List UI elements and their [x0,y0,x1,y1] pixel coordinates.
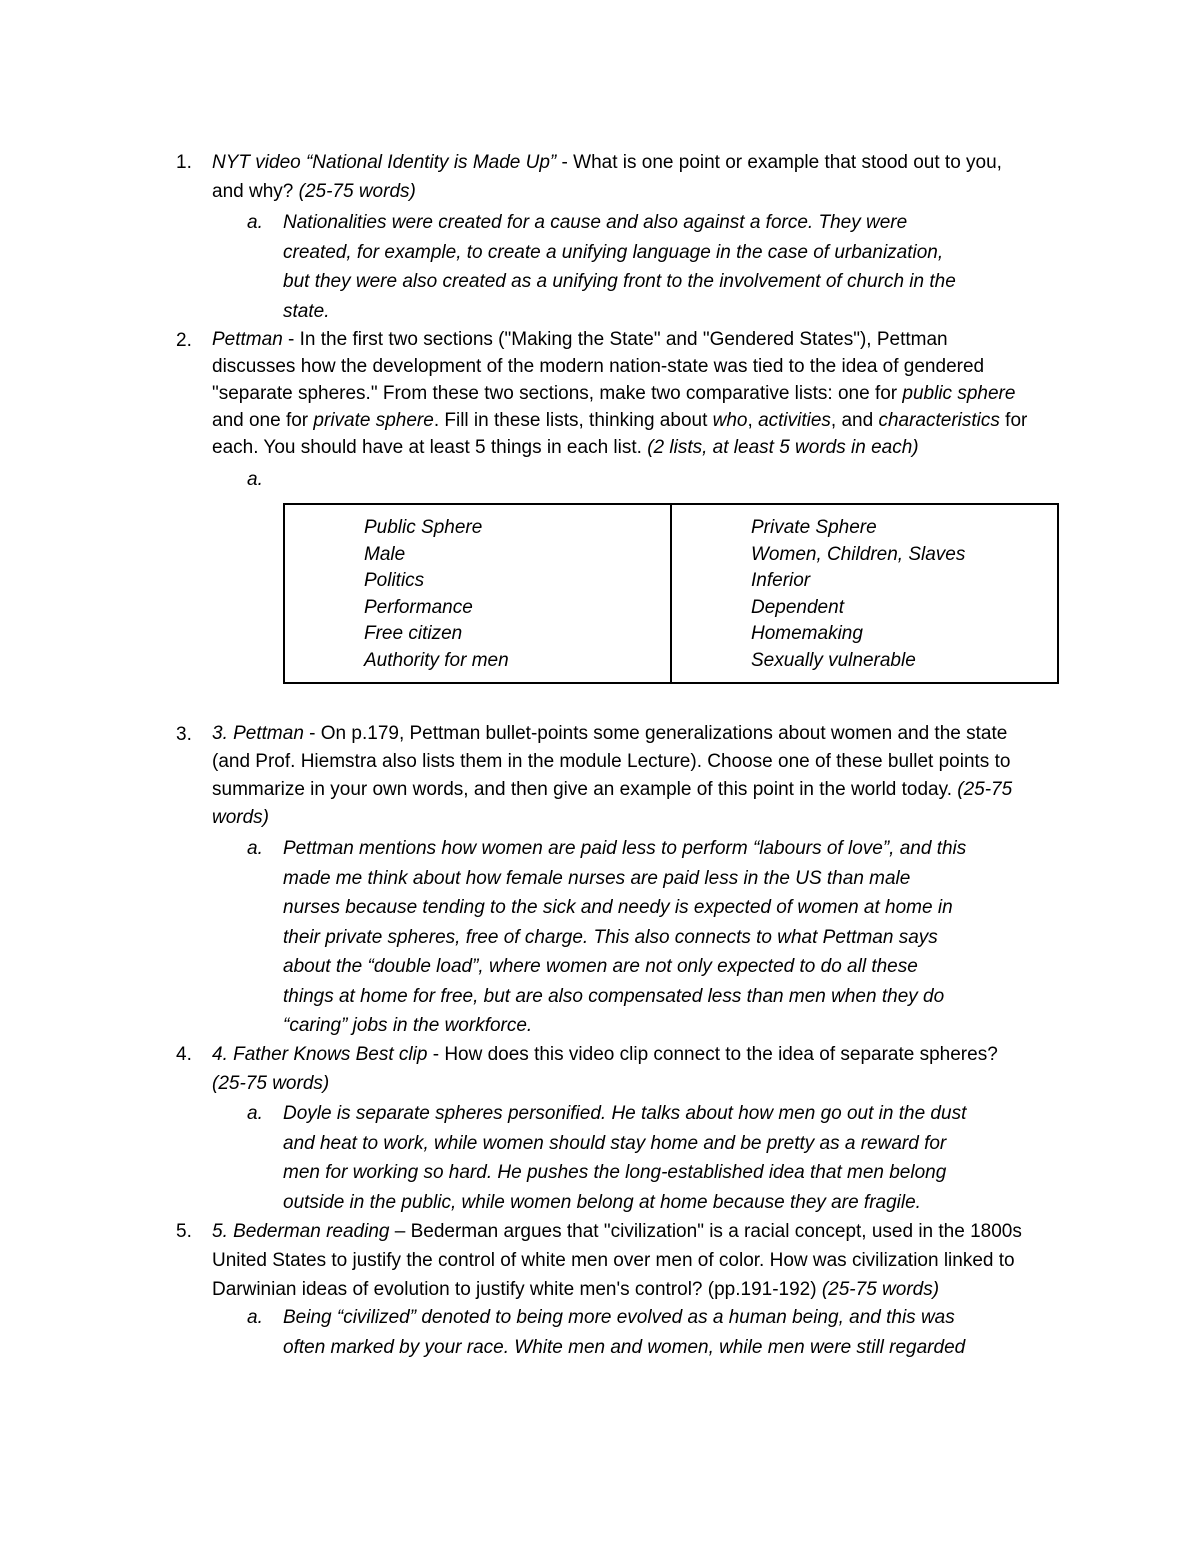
answer-text: Pettman mentions how women are paid less to perform “labours of love”, and this made me think about how female nurses are paid less in the US than male nurses because tending to the sick and needy is expected of women at home in their private spheres, free of charge. This also connects to what Pettman says about the “double load”, where women are not only expected to do all these things at home for free, but are also compensated less than men when they do “caring” jobs in the workforce. [283,838,967,1036]
list-item: Homemaking [751,623,863,644]
answer-letter: a. [247,212,263,233]
question-prompt: 3. Pettman - On p.179, Pettman bullet-points some generalizations about women and the state (and Prof. Hiemstra also lists them in the module Lecture). Choose one of these bullet points to summarize in your own words, and then give an example of this point in the world today. (25-75 words) [212,723,1013,828]
answer-letter: a. [247,838,263,859]
question-prompt: Pettman - In the first two sections ("Making the State" and "Gendered States"), Pettman discusses how the development of the modern nation-state was tied to the idea of gendered "separate spheres." From these two sections, make two comparative lists: one for public sphere and one for private sphere. Fill in these lists, thinking about who, activities, and characteristics for each. You should have at least 5 things in each list. (2 lists, at least 5 words in each) [212,329,1028,458]
question-number: 1. [176,152,192,173]
answer-text: Nationalities were created for a cause and also against a force. They were created, for example, to create a unifying language in the case of urbanization, but they were also created as a unifying front to the involvement of church in the state. [283,212,956,322]
question-title: NYT video “National Identity is Made Up” [212,152,557,173]
word-count: (25-75 words) [298,181,416,202]
public-sphere-header: Public Sphere [364,517,483,538]
public-sphere-column [285,505,670,682]
word-count: (25-75 [957,779,1013,800]
question-number: 3. [176,724,192,745]
list-item: Dependent [751,596,844,618]
question-prompt: NYT video “National Identity is Made Up” - What is one point or example that stood out to you, and why? (25-75 words) [212,152,1002,202]
word-count: (25-75 words) [212,1073,330,1094]
question-title: 5. Bederman reading [212,1221,390,1242]
list-item: Women, Children, Slaves [751,543,966,565]
private-sphere-header: Private Sphere [751,517,877,538]
word-count: (2 lists, at least 5 words in each) [647,437,919,458]
answer-letter: a. [247,1307,263,1328]
question-prompt: 4. Father Knows Best clip - How does this video clip connect to the idea of separate spheres? (25-75 words) [212,1040,1072,1098]
list-item: Performance [364,596,473,618]
list-item: Inferior [751,570,811,591]
list-item: Politics [364,570,425,591]
question-title: Pettman [212,329,283,350]
answer-letter: a. [247,1103,263,1124]
question-number: 4. [176,1044,192,1065]
question-number: 5. [176,1221,192,1242]
answer-letter: a. [247,469,263,490]
list-item: Free citizen [364,623,463,644]
list-item: Authority for men [364,649,509,671]
list-item: Male [364,543,406,565]
question-title: 4. Father Knows Best clip [212,1044,428,1065]
word-count: (25-75 words) [821,1279,940,1300]
question-prompt: 5. Bederman reading – Bederman argues that "civilization" is a racial concept, used in the 1800s United States to justify the control of white men over men of color. How was civilization linked to Darwinian ideas of evolution to justify white men's control? (pp.191-192) (25-75 words) [212,1221,1022,1300]
question-number: 2. [176,330,192,351]
answer-text: Being “civilized” denoted to being more evolved as a human being, and this was often marked by your race. White men and women, while men were still regarded [283,1307,966,1358]
spheres-table [283,503,1059,684]
private-sphere-column [670,505,1057,682]
question-title: 3. Pettman [212,723,304,744]
answer-text: Doyle is separate spheres personified. He talks about how men go out in the dust and heat to work, while women should stay home and be pretty as a reward for men for working so hard. He pushes the long-established idea that men belong outside in the public, while women belong at home because they are fragile. [283,1103,967,1213]
list-item: Sexually vulnerable [751,649,916,671]
